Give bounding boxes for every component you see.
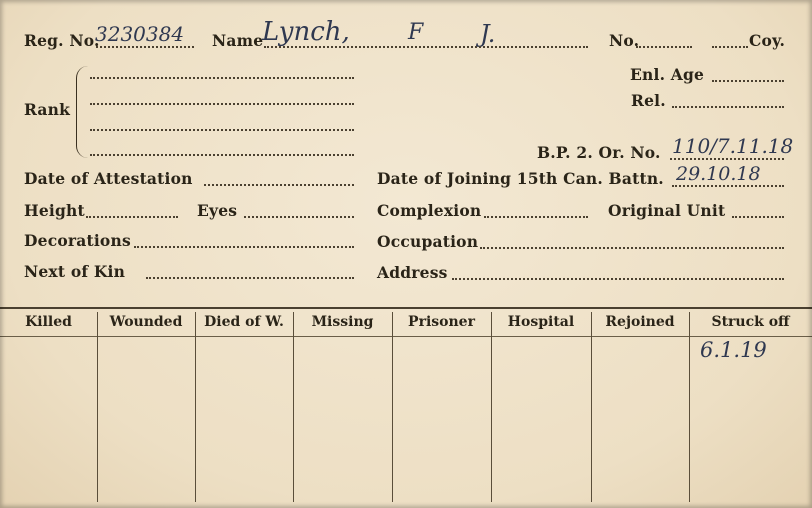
height-dots <box>86 214 178 218</box>
initial-first-value: F <box>408 20 424 45</box>
occupation-dots <box>480 245 784 249</box>
no-dots <box>636 44 692 48</box>
surname-value: Lynch, <box>262 17 350 47</box>
initial-second-value: J. <box>480 20 496 48</box>
rel-dots <box>672 104 784 108</box>
next-of-kin-dots <box>146 275 354 279</box>
eyes-label: Eyes <box>197 201 238 220</box>
bp-or-no-dots <box>670 156 784 160</box>
date-attestation-dots <box>204 182 354 186</box>
reg-no-label: Reg. No. <box>24 31 100 50</box>
bp-or-no-value: 110/7.11.18 <box>672 134 794 158</box>
date-attestation-label: Date of Attestation <box>24 169 193 188</box>
next-of-kin-label: Next of Kin <box>24 262 126 281</box>
complexion-label: Complexion <box>377 201 482 220</box>
column-header-killed: Killed <box>25 314 72 330</box>
column-header-missing: Missing <box>311 314 374 330</box>
date-joining-dots <box>672 183 784 187</box>
table-divider-4 <box>392 312 393 502</box>
address-label: Address <box>377 263 448 282</box>
table-divider-5 <box>491 312 492 502</box>
rank-line-1 <box>90 75 354 79</box>
table-divider-6 <box>591 312 592 502</box>
complexion-dots <box>484 214 588 218</box>
date-joining-label: Date of Joining 15th Can. Battn. <box>377 169 664 188</box>
address-dots <box>452 276 784 280</box>
rank-line-3 <box>90 127 354 131</box>
eyes-dots <box>244 214 354 218</box>
reg-no-value: 3230384 <box>95 22 185 46</box>
enl-age-dots <box>712 78 784 82</box>
table-divider-7 <box>689 312 690 502</box>
decorations-dots <box>134 244 354 248</box>
column-header-rejoined: Rejoined <box>605 314 675 330</box>
height-label: Height <box>24 201 85 220</box>
table-divider-3 <box>293 312 294 502</box>
enl-age-label: Enl. Age <box>630 65 705 84</box>
bp-or-no-label: B.P. 2. Or. No. <box>537 143 661 162</box>
table-divider-1 <box>97 312 98 502</box>
name-label: Name <box>212 31 264 50</box>
name-dots <box>264 44 588 48</box>
column-header-hospital: Hospital <box>507 314 575 330</box>
struck-off-value: 6.1.19 <box>700 338 767 362</box>
reg-no-dots <box>96 44 194 48</box>
coy-dots <box>712 44 748 48</box>
table-top-rule <box>0 307 812 309</box>
decorations-label: Decorations <box>24 231 131 250</box>
date-joining-value: 29.10.18 <box>676 163 761 185</box>
original-unit-dots <box>732 214 784 218</box>
no-label: No. <box>609 31 640 50</box>
column-header-struck-off: Struck off <box>711 314 790 330</box>
rel-label: Rel. <box>631 91 666 110</box>
column-header-died-of-wounds: Died of W. <box>204 314 284 330</box>
column-header-wounded: Wounded <box>109 314 183 330</box>
original-unit-label: Original Unit <box>608 201 726 220</box>
rank-line-2 <box>90 101 354 105</box>
occupation-label: Occupation <box>377 232 479 251</box>
rank-brace <box>76 66 89 158</box>
coy-label: Coy. <box>749 31 786 50</box>
table-divider-2 <box>195 312 196 502</box>
rank-line-4 <box>90 152 354 156</box>
column-header-prisoner: Prisoner <box>408 314 475 330</box>
rank-label: Rank <box>24 100 71 119</box>
